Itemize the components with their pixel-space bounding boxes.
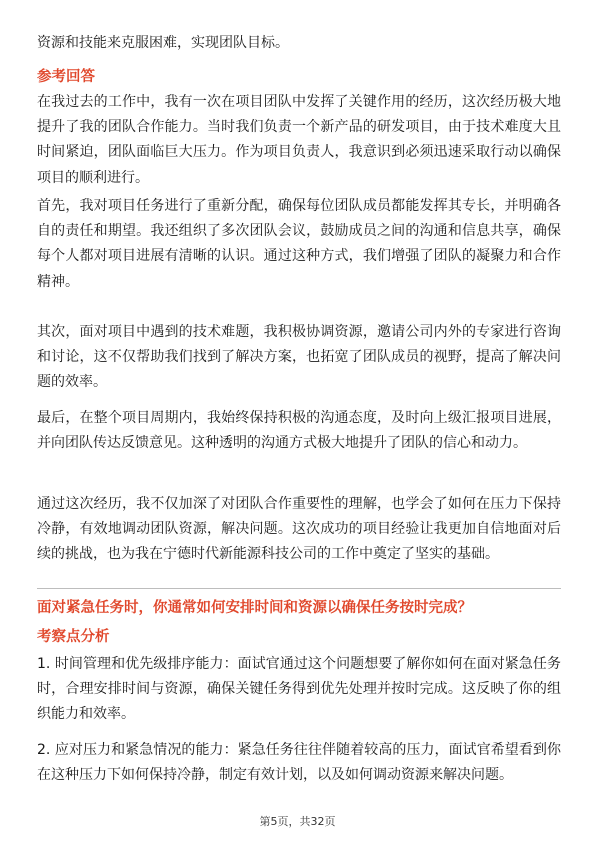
- answer-paragraph-5: 通过这次经历，我不仅加深了对团队合作重要性的理解，也学会了如何在压力下保持冷静，有效地调动团队资源，解决问题。这次成功的项目经验让我更加自信地面对后续的挑战，也为我在宁德时代新能源科技公司的工作中奠定了坚实的基础。: [37, 496, 561, 563]
- reference-answer-heading: 参考回答: [37, 69, 95, 85]
- answer-paragraph-3: 其次，面对项目中遇到的技术难题，我积极协调资源，邀请公司内外的专家进行咨询和讨论，这不仅帮助我们找到了解决方案，也拓宽了团队成员的视野，提高了解决问题的效率。: [37, 324, 561, 391]
- analysis-point-1: 1. 时间管理和优先级排序能力：面试官通过这个问题想要了解你如何在面对紧急任务时，合理安排时间与资源，确保关键任务得到优先处理并按时完成。这反映了你的组织能力和效率。: [37, 656, 561, 723]
- question-heading: 面对紧急任务时，你通常如何安排时间和资源以确保任务按时完成？: [37, 600, 472, 616]
- answer-paragraph-1: 在我过去的工作中，我有一次在项目团队中发挥了关键作用的经历，这次经历极大地提升了我的团队合作能力。当时我们负责一个新产品的研发项目，由于技术难度大且时间紧迫，团队面临巨大压力。作为项目负责人，我意识到必须迅速采取行动以确保项目的顺利进行。: [37, 94, 561, 186]
- page-footer: 第5页，共32页: [259, 815, 336, 828]
- analysis-heading: 考察点分析: [37, 629, 110, 645]
- analysis-point-2: 2. 应对压力和紧急情况的能力：紧急任务往往伴随着较高的压力，面试官希望看到你在这种压力下如何保持冷静，制定有效计划，以及如何调动资源来解决问题。: [37, 742, 561, 784]
- answer-paragraph-2: 首先，我对项目任务进行了重新分配，确保每位团队成员都能发挥其专长，并明确各自的责任和期望。我还组织了多次团队会议，鼓励成员之间的沟通和信息共享，确保每个人都对项目进展有清晰的认识。通过这种方式，我们增强了团队的凝聚力和合作精神。: [37, 198, 561, 290]
- section-divider: [37, 588, 561, 589]
- answer-paragraph-4: 最后，在整个项目周期内，我始终保持积极的沟通态度，及时向上级汇报项目进展，并向团队传达反馈意见。这种透明的沟通方式极大地提升了团队的信心和动力。: [37, 410, 561, 452]
- carryover-paragraph: 资源和技能来克服困难，实现团队目标。: [37, 35, 289, 51]
